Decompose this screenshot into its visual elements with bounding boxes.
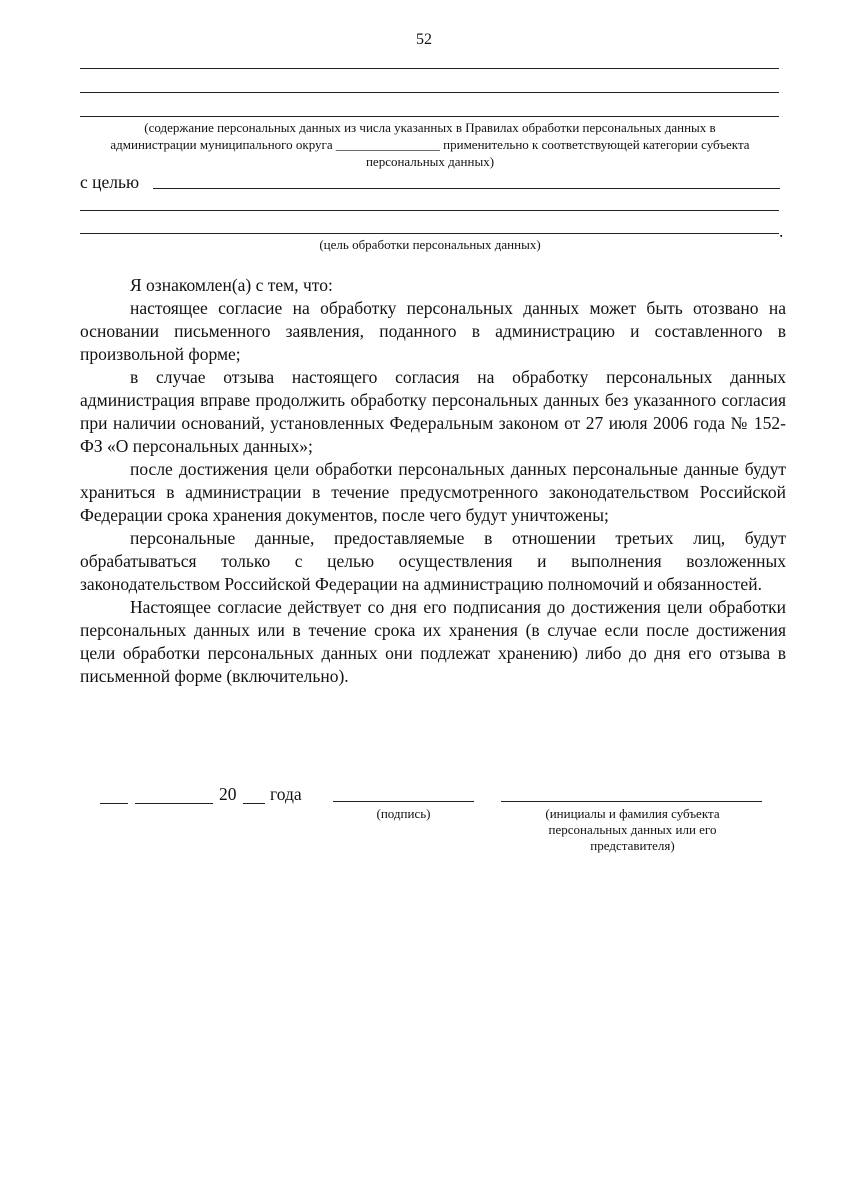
paragraph-third-parties: персональные данные, предоставляемые в отношении третьих лиц, будут обрабатываться только с целью осуществления и выполнения возложенных законодательством Российской Федерации на администрацию полномочий и обязанностей.	[80, 528, 786, 594]
fill-line-1	[80, 68, 779, 69]
purpose-label: с целью	[80, 172, 140, 192]
name-fill-line	[501, 801, 762, 802]
name-caption: (инициалы и фамилия субъекта персональных данных или его представителя)	[545, 806, 720, 853]
year-suffix: года	[270, 784, 302, 804]
month-fill-line	[135, 803, 213, 804]
purpose-end-mark: .	[779, 221, 784, 241]
purpose-fill-line-3	[80, 233, 779, 234]
paragraph-intro: Я ознакомлен(а) с тем, что:	[130, 275, 333, 295]
paragraph-revocation: настоящее согласие на обработку персональных данных может быть отозвано на основании письменного заявления, поданного в администрацию и составленного в произвольной форме;	[80, 298, 786, 364]
purpose-fill-line-2	[80, 210, 779, 211]
signature-fill-line	[333, 801, 474, 802]
purpose-fill-line	[153, 188, 780, 189]
day-fill-line	[100, 803, 128, 804]
signature-caption: (подпись)	[376, 806, 431, 821]
purpose-caption: (цель обработки персональных данных)	[319, 237, 541, 252]
paragraph-validity: Настоящее согласие действует со дня его подписания до достижения цели обработки персональных данных или в течение срока их хранения (в случае если после достижения цели обработки персональных данных они подлежат хранению) либо до дня его отзыва в письменной форме (включительно).	[80, 597, 786, 686]
year-prefix: 20	[219, 784, 237, 804]
year-fill-line	[243, 803, 265, 804]
page-number: 52	[416, 31, 432, 48]
personal-data-caption: (содержание персональных данных из числа указанных в Правилах обработки персональных данных в администрации муниципального округа ________________ применительно к соответствующей категории субъекта персональных данных)	[110, 120, 750, 169]
consent-body	[80, 274, 786, 688]
paragraph-storage: после достижения цели обработки персональных данных персональные данные будут храниться в администрации в течение предусмотренного законодательством Российской Федерации срока хранения документов, после чего будут уничтожены;	[80, 459, 786, 525]
paragraph-continuation: в случае отзыва настоящего согласия на обработку персональных данных администрация вправе продолжить обработку персональных данных без указанного согласия при наличии оснований, установленных Федеральным законом от 27 июля 2006 года № 152-ФЗ «О персональных данных»;	[80, 367, 786, 456]
fill-line-3	[80, 116, 779, 117]
fill-line-2	[80, 92, 779, 93]
